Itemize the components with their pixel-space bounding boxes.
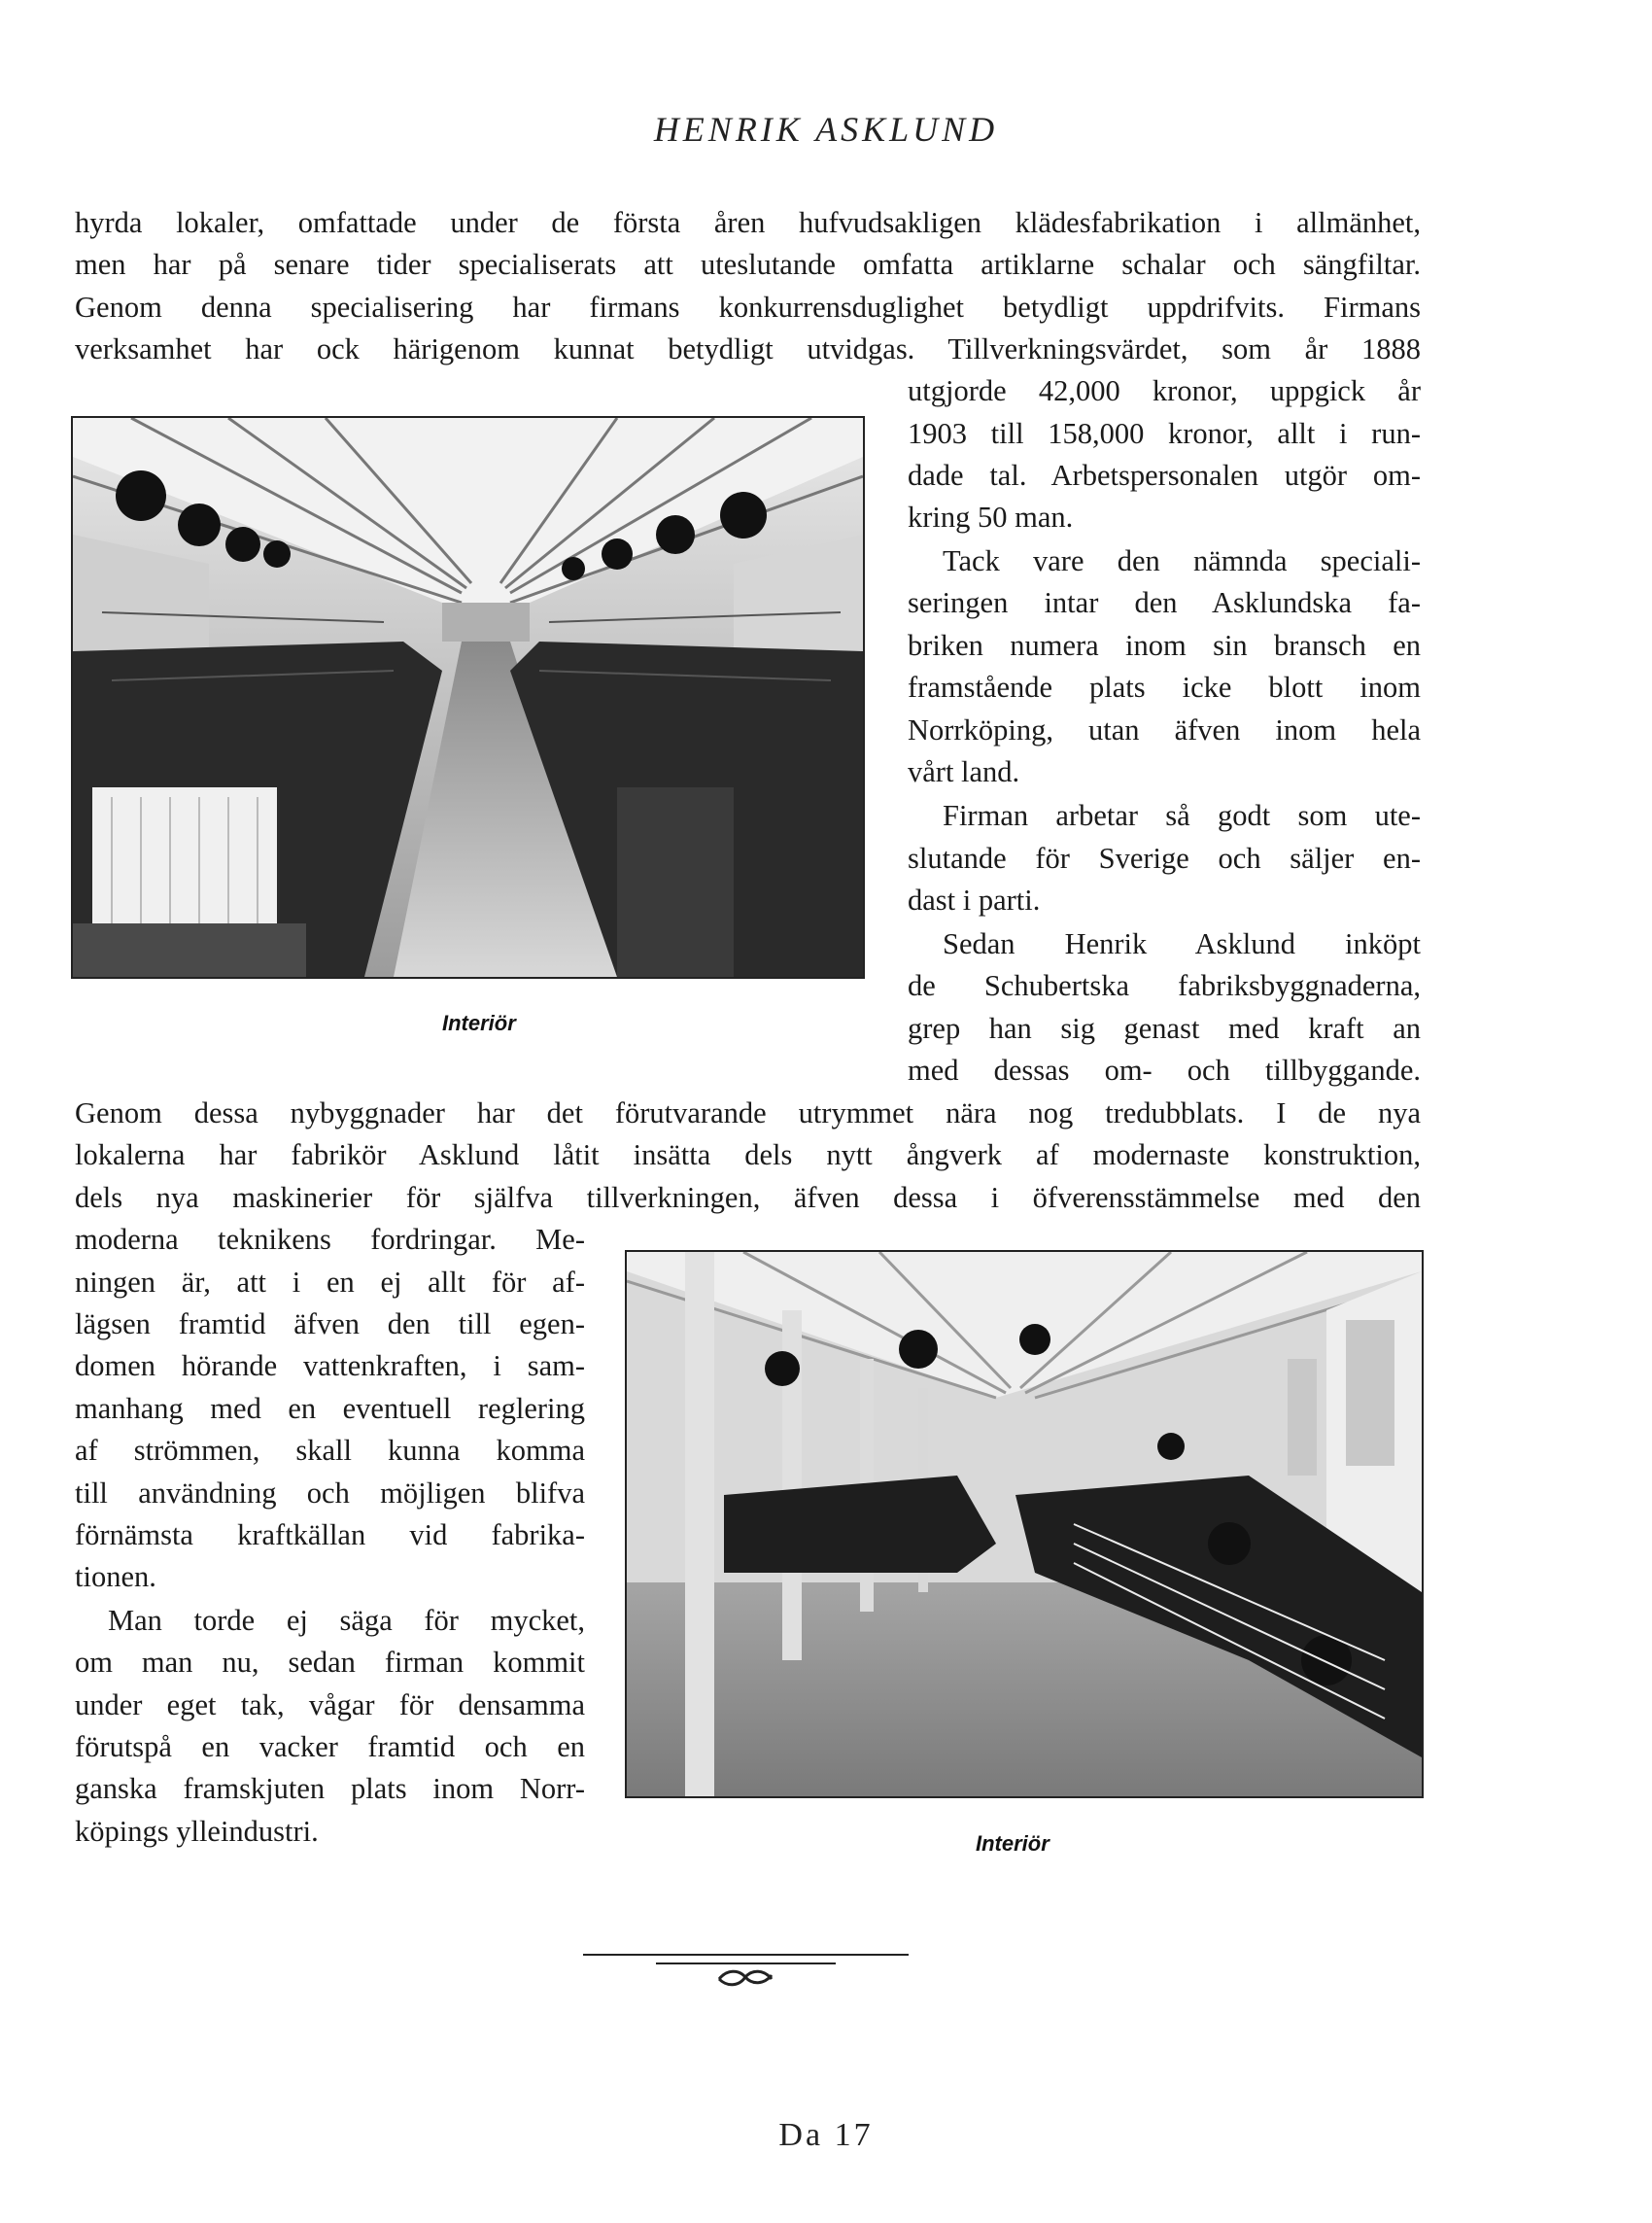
body-text-line: framstående plats icke blott inom — [908, 671, 1421, 704]
body-text-line: ningen är, att i en ej allt för af- — [75, 1266, 585, 1299]
body-text-line: slutande för Sverige och säljer en- — [908, 842, 1421, 875]
body-text-line: Man torde ej säga för mycket, — [108, 1604, 585, 1637]
body-text-line: domen hörande vattenkraften, i sam- — [75, 1349, 585, 1382]
body-text-line: med dessas om- och tillbyggande. — [908, 1054, 1421, 1087]
body-text-line: köpings ylleindustri. — [75, 1815, 319, 1848]
photo-caption: Interiör — [976, 1831, 1050, 1856]
photo-caption: Interiör — [442, 1011, 516, 1035]
body-text-line: dade tal. Arbetspersonalen utgör om- — [908, 459, 1421, 492]
ornament-divider-icon — [583, 1952, 909, 1991]
body-text-line: de Schubertska fabriksbyggnaderna, — [908, 969, 1421, 1002]
body-text-line: vårt land. — [908, 755, 1020, 788]
body-text-line: Sedan Henrik Asklund inköpt — [943, 927, 1421, 960]
body-text-line: grep han sig genast med kraft an — [908, 1012, 1421, 1045]
body-text-line: Norrköping, utan äfven inom hela — [908, 713, 1421, 747]
body-text-line: kring 50 man. — [908, 501, 1074, 534]
photo-spinning-hall — [625, 1250, 1424, 1798]
page-number: Da 17 — [778, 2117, 874, 2153]
body-text-line: utgjorde 42,000 kronor, uppgick år — [908, 374, 1421, 407]
running-title: HENRIK ASKLUND — [653, 110, 999, 149]
body-text-line: Tack vare den nämnda speciali- — [943, 544, 1421, 577]
photo-weaving-hall — [71, 416, 865, 979]
body-text-line: Genom denna specialisering har firmans konkurrensduglighet betydligt uppdrifvits. Firmans — [75, 291, 1421, 324]
body-text-line: Genom dessa nybyggnader har det förutvarande utrymmet nära nog tredubblats. I de nya — [75, 1096, 1421, 1129]
body-text-line: lägsen framtid äfven den till egen- — [75, 1307, 585, 1340]
body-text-line: lokalerna har fabrikör Asklund låtit insätta dels nytt ångverk af modernaste konstruktion, — [75, 1138, 1421, 1171]
body-text-line: ganska framskjuten plats inom Norr- — [75, 1772, 585, 1805]
body-text-line: briken numera inom sin bransch en — [908, 629, 1421, 662]
body-text-line: af strömmen, skall kunna komma — [75, 1434, 585, 1467]
body-text-line: verksamhet har ock härigenom kunnat betydligt utvidgas. Tillverkningsvärdet, som år 1888 — [75, 332, 1421, 365]
body-text-line: om man nu, sedan firman kommit — [75, 1646, 585, 1679]
body-text-line: förnämsta kraftkällan vid fabrika- — [75, 1518, 585, 1551]
body-text-line: 1903 till 158,000 kronor, allt i run- — [908, 417, 1421, 450]
body-text-line: manhang med en eventuell reglering — [75, 1392, 585, 1425]
body-text-line: under eget tak, vågar för densamma — [75, 1688, 585, 1721]
body-text-line: dast i parti. — [908, 884, 1041, 917]
body-text-line: förutspå en vacker framtid och en — [75, 1730, 585, 1763]
body-text-line: moderna teknikens fordringar. Me- — [75, 1223, 585, 1256]
body-text-line: Firman arbetar så godt som ute- — [943, 799, 1421, 832]
body-text-line: seringen intar den Asklundska fa- — [908, 586, 1421, 619]
body-text-line: tionen. — [75, 1560, 156, 1593]
body-text-line: hyrda lokaler, omfattade under de första åren hufvudsakligen klädesfabrikation i allmänhet, — [75, 206, 1421, 239]
body-text-line: men har på senare tider specialiserats att uteslutande omfatta artiklarne schalar och sängfiltar. — [75, 248, 1421, 281]
body-text-line: till användning och möjligen blifva — [75, 1476, 585, 1510]
body-text-line: dels nya maskinerier för själfva tillverkningen, äfven dessa i öfverensstämmelse med den — [75, 1181, 1421, 1214]
